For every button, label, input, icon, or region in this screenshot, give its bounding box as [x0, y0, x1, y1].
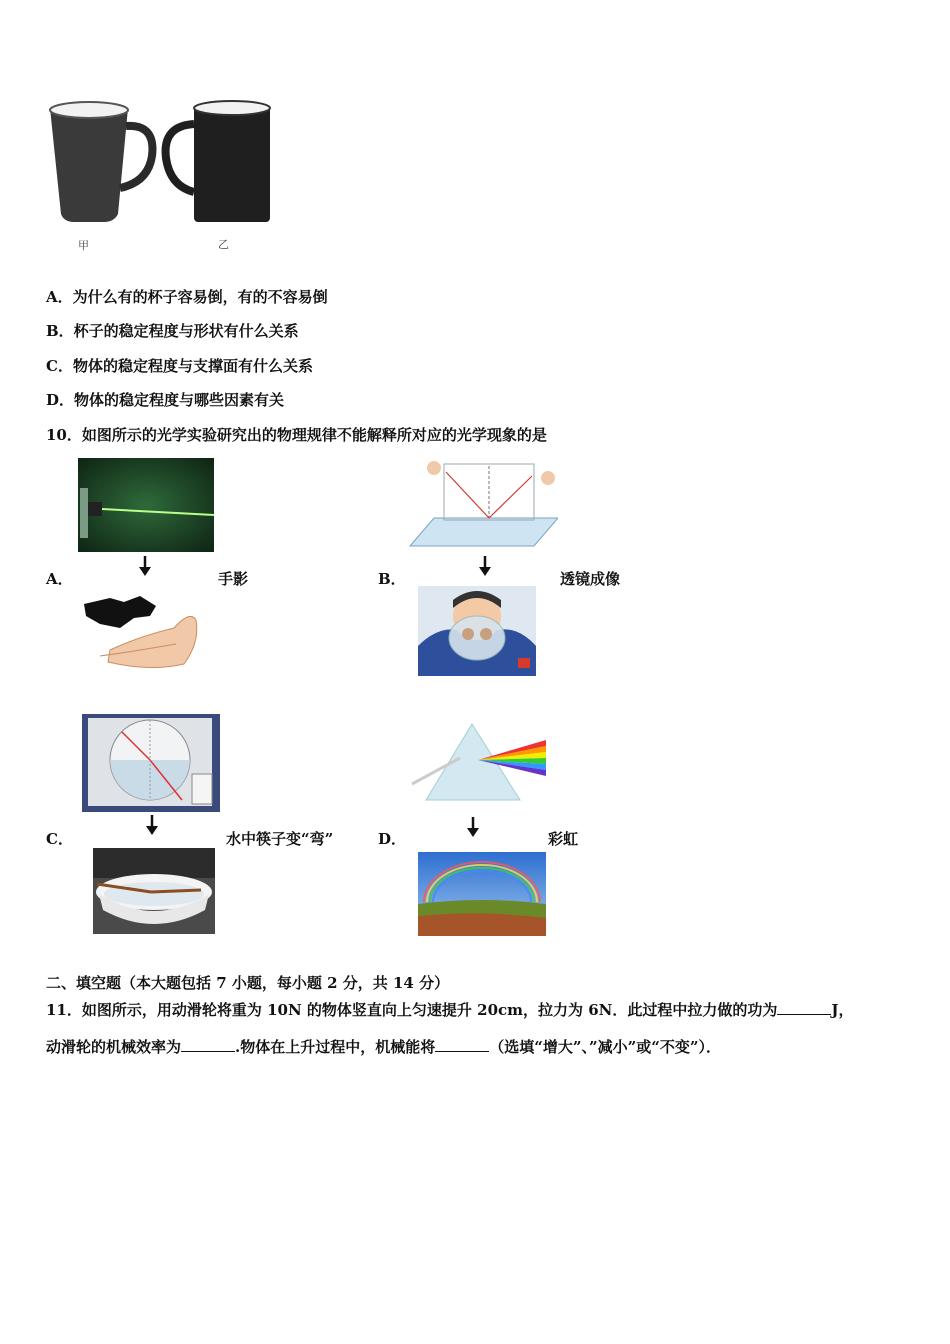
q11-text-3: 动滑轮的机械效率为: [46, 1038, 182, 1056]
q11-text-1: 11．如图所示，用动滑轮将重为 10N 的物体竖直向上匀速提升 20cm，拉力为 6N．此过程中拉力做的功为: [46, 1001, 778, 1019]
q9-option-d: D．物体的稳定程度与哪些因素有关: [46, 391, 285, 409]
q10-b-letter: B．: [378, 570, 406, 588]
q11-text-4: .物体在上升过程中，机械能将: [235, 1038, 436, 1056]
cup-label-jia: 甲: [78, 239, 89, 252]
q11-text-5: （选填“增大”、”减小”或“不变”）．: [489, 1038, 722, 1056]
cup-label-yi: 乙: [218, 238, 229, 251]
q11-blank-efficiency[interactable]: [181, 1039, 235, 1052]
q10-d-phenomenon: 彩虹: [548, 830, 579, 848]
cups-image: [44, 96, 276, 256]
q10-c-experiment-image: [82, 714, 220, 812]
q11-blank-mechanical-energy[interactable]: [435, 1039, 489, 1052]
q10-a-phenomenon: 手影: [218, 570, 249, 588]
q11-blank-work[interactable]: [777, 1002, 831, 1015]
q10-d-phenomenon-image: [418, 852, 546, 936]
q10-a-experiment-image: [78, 458, 214, 552]
q10-d-letter: D．: [378, 830, 407, 848]
q10-c-arrow-icon: [145, 815, 159, 835]
q10-b-phenomenon: 透镜成像: [560, 570, 621, 588]
q11-line-2: [46, 1036, 721, 1057]
cups-figure: [44, 96, 276, 256]
q10-c-letter: C．: [46, 830, 73, 848]
q11-line-1: [46, 999, 854, 1020]
q10-a-arrow-icon: [138, 556, 152, 576]
q10-b-experiment-image: [406, 458, 558, 550]
q10-b-arrow-icon: [478, 556, 492, 576]
q10-d-arrow-icon: [466, 817, 480, 837]
section-2-title: 二、填空题（本大题包括 7 小题，每小题 2 分，共 14 分）: [46, 974, 450, 992]
q10-c-phenomenon-image: [93, 848, 215, 934]
q10-b-phenomenon-image: [418, 586, 536, 676]
q9-option-b: B．杯子的稳定程度与形状有什么关系: [46, 322, 299, 340]
q10-d-experiment-image: [408, 716, 550, 804]
q11-text-2: J，: [831, 1001, 854, 1019]
q10-a-letter: A．: [46, 570, 73, 588]
q9-option-c: C．物体的稳定程度与支撑面有什么关系: [46, 357, 313, 375]
q9-option-a: A．为什么有的杯子容易倒，有的不容易倒: [46, 288, 328, 306]
q10-stem: 10．如图所示的光学实验研究出的物理规律不能解释所对应的光学现象的是: [46, 426, 547, 444]
q10-c-phenomenon: 水中筷子变“弯”: [226, 830, 334, 848]
q10-a-phenomenon-image: [80, 588, 206, 678]
